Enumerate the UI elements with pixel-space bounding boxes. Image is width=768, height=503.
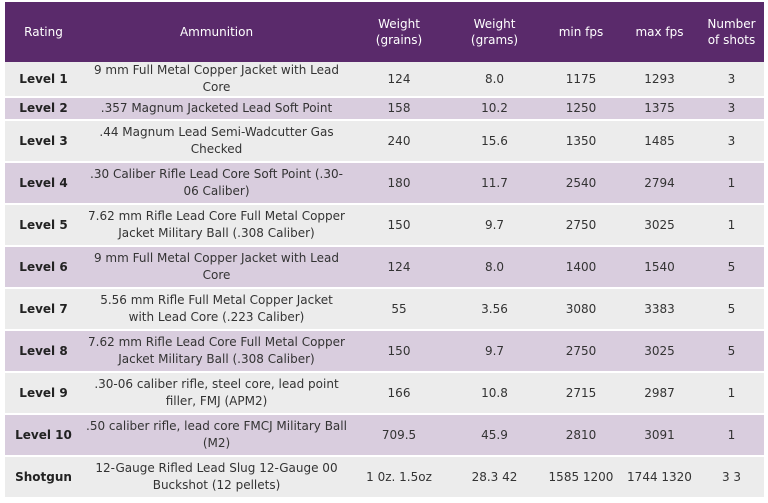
ammunition-cell: .357 Magnum Jacketed Lead Soft Point [82,98,351,121]
min-fps-cell: 1350 [542,121,620,163]
min-fps-cell: 2715 [542,373,620,415]
table-row [5,98,764,121]
weight-grains-cell: 55 [351,289,447,331]
weight-grams-cell: 11.7 [447,163,542,205]
header-ammunition: Ammunition [82,2,351,62]
rating-cell: Level 8 [5,331,82,373]
header-number-of-shots: Number of shots [699,2,764,62]
shots-cell: 3 [699,121,764,163]
max-fps-cell: 1375 [620,98,699,121]
weight-grains-cell: 124 [351,62,447,98]
max-fps-cell: 2794 [620,163,699,205]
header-row [5,2,764,62]
max-fps-cell: 3383 [620,289,699,331]
weight-grams-cell: 10.8 [447,373,542,415]
weight-grains-cell: 180 [351,163,447,205]
shots-cell: 3 3 [699,457,764,499]
weight-grams-cell: 3.56 [447,289,542,331]
max-fps-cell: 1540 [620,247,699,289]
rating-cell: Level 4 [5,163,82,205]
weight-grains-cell: 240 [351,121,447,163]
ammunition-cell: 5.56 mm Rifle Full Metal Copper Jacket with Lead Core (.223 Caliber) [82,289,351,331]
weight-grains-cell: 150 [351,205,447,247]
weight-grams-cell: 10.2 [447,98,542,121]
shots-cell: 1 [699,205,764,247]
header-rating: Rating [5,2,82,62]
ammunition-cell: .50 caliber rifle, lead core FMCJ Military Ball (M2) [82,415,351,457]
rating-cell: Level 2 [5,98,82,121]
header-max-fps: max fps [620,2,699,62]
table-row [5,373,764,415]
weight-grains-cell: 150 [351,331,447,373]
weight-grains-cell: 1 0z. 1.5oz [351,457,447,499]
max-fps-cell: 3025 [620,331,699,373]
weight-grams-cell: 8.0 [447,247,542,289]
table-row [5,331,764,373]
min-fps-cell: 2750 [542,331,620,373]
weight-grains-cell: 166 [351,373,447,415]
rating-cell: Level 1 [5,62,82,98]
weight-grams-cell: 8.0 [447,62,542,98]
table-row [5,247,764,289]
min-fps-cell: 3080 [542,289,620,331]
shots-cell: 3 [699,98,764,121]
table-row [5,121,764,163]
min-fps-cell: 1585 1200 [542,457,620,499]
min-fps-cell: 1175 [542,62,620,98]
shots-cell: 5 [699,331,764,373]
min-fps-cell: 2750 [542,205,620,247]
table-row [5,205,764,247]
rating-cell: Level 9 [5,373,82,415]
table-row [5,289,764,331]
header-weight-grains: Weight (grains) [351,2,447,62]
shots-cell: 1 [699,415,764,457]
ammunition-cell: 9 mm Full Metal Copper Jacket with Lead Core [82,247,351,289]
table-row [5,62,764,98]
rating-cell: Shotgun [5,457,82,499]
weight-grains-cell: 124 [351,247,447,289]
shots-cell: 1 [699,373,764,415]
weight-grains-cell: 709.5 [351,415,447,457]
rating-cell: Level 5 [5,205,82,247]
rating-cell: Level 10 [5,415,82,457]
table-row [5,457,764,499]
ammunition-rating-table [5,2,764,499]
shots-cell: 5 [699,247,764,289]
header-weight-grams: Weight (grams) [447,2,542,62]
max-fps-cell: 3025 [620,205,699,247]
weight-grams-cell: 9.7 [447,331,542,373]
table-row [5,415,764,457]
weight-grams-cell: 9.7 [447,205,542,247]
weight-grams-cell: 28.3 42 [447,457,542,499]
table-row [5,163,764,205]
shots-cell: 1 [699,163,764,205]
rating-cell: Level 7 [5,289,82,331]
ammunition-cell: .30 Caliber Rifle Lead Core Soft Point (.30-06 Caliber) [82,163,351,205]
max-fps-cell: 1744 1320 [620,457,699,499]
ammunition-cell: .30-06 caliber rifle, steel core, lead point filler, FMJ (APM2) [82,373,351,415]
min-fps-cell: 1400 [542,247,620,289]
weight-grams-cell: 45.9 [447,415,542,457]
ammunition-cell: 7.62 mm Rifle Lead Core Full Metal Copper Jacket Military Ball (.308 Caliber) [82,331,351,373]
shots-cell: 3 [699,62,764,98]
max-fps-cell: 1485 [620,121,699,163]
max-fps-cell: 3091 [620,415,699,457]
shots-cell: 5 [699,289,764,331]
weight-grains-cell: 158 [351,98,447,121]
rating-cell: Level 3 [5,121,82,163]
ammunition-cell: .44 Magnum Lead Semi-Wadcutter Gas Checked [82,121,351,163]
header-min-fps: min fps [542,2,620,62]
weight-grams-cell: 15.6 [447,121,542,163]
max-fps-cell: 2987 [620,373,699,415]
max-fps-cell: 1293 [620,62,699,98]
min-fps-cell: 2540 [542,163,620,205]
min-fps-cell: 2810 [542,415,620,457]
ammunition-cell: 9 mm Full Metal Copper Jacket with Lead Core [82,62,351,98]
ammunition-cell: 7.62 mm Rifle Lead Core Full Metal Copper Jacket Military Ball (.308 Caliber) [82,205,351,247]
min-fps-cell: 1250 [542,98,620,121]
ammunition-cell: 12-Gauge Rifled Lead Slug 12-Gauge 00 Buckshot (12 pellets) [82,457,351,499]
rating-cell: Level 6 [5,247,82,289]
